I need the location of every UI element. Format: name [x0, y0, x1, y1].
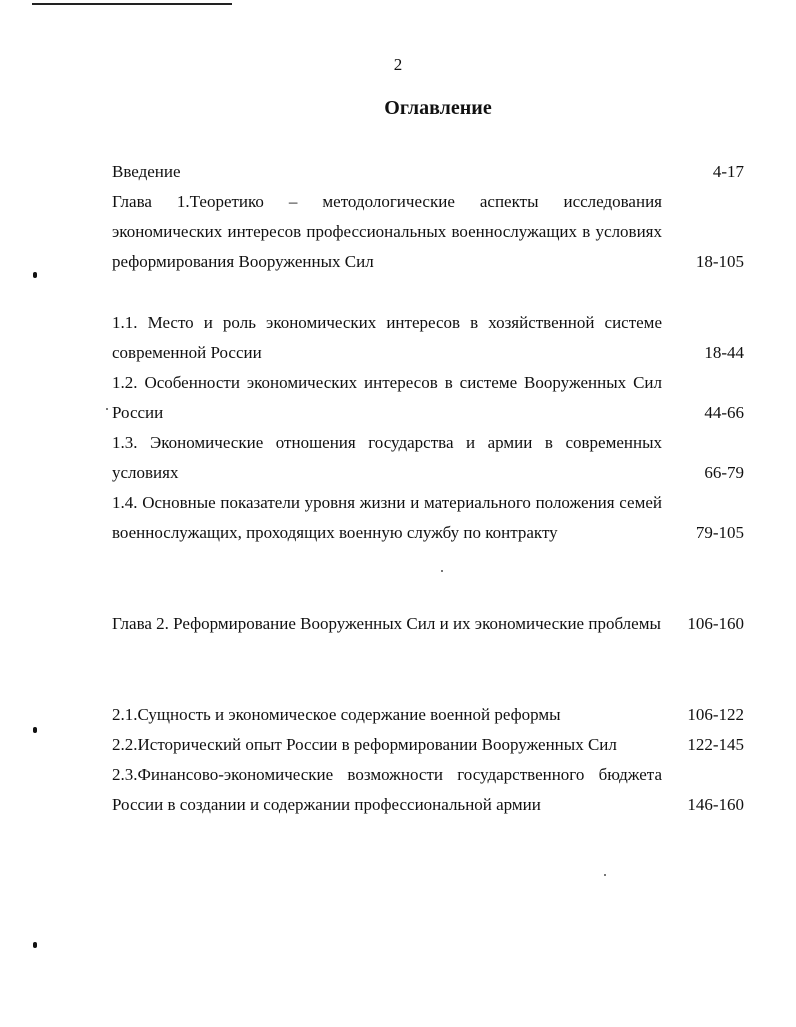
toc-entry-section-2-3: 2.3.Финансово-экономические возможности государственного бюджета России в создании и содержании профессиональной армии [112, 765, 662, 814]
toc-entry-chapter-1: Глава 1.Теоретико – методологические аспекты исследования экономических интересов профессиональных военнослужащих в условиях реформирования Вооруженных Сил [112, 192, 662, 271]
scan-artifact-dot [33, 942, 37, 948]
toc-page-section-1-1: 18-44 [704, 343, 744, 362]
scan-artifact-speck [441, 570, 443, 572]
page-title-text: Оглавление [384, 97, 492, 119]
toc-entry-introduction: Введение [112, 162, 181, 181]
toc-entry-section-1-1: 1.1. Место и роль экономических интересов в хозяйственной системе современной России [112, 313, 662, 362]
toc-page-section-2-1: 106-122 [687, 705, 744, 724]
scan-artifact-speck [604, 874, 606, 876]
toc-page-chapter-1: 18-105 [695, 252, 744, 271]
page-title [0, 97, 796, 120]
toc-entry-section-1-4: 1.4. Основные показатели уровня жизни и материального положения семей военнослужащих, проходящих военную службу по контракту [112, 493, 662, 542]
page-number: 2 [393, 55, 403, 74]
toc-page-section-2-2: 122-145 [687, 735, 744, 754]
toc-page-chapter-2: 106-160 [687, 614, 744, 633]
scan-artifact-dot [33, 272, 37, 278]
toc-entry-chapter-2: Глава 2. Реформирование Вооруженных Сил и их экономические проблемы [112, 614, 661, 633]
scan-artifact-dot [33, 727, 37, 733]
toc-page-section-1-2: 44-66 [704, 403, 744, 422]
toc-entry-section-2-2: 2.2.Исторический опыт России в реформировании Вооруженных Сил [112, 735, 617, 754]
toc-entry-section-1-3: 1.3. Экономические отношения государства и армии в современных условиях [112, 433, 662, 482]
toc-entry-section-1-2: 1.2. Особенности экономических интересов в системе Вооруженных Сил России [112, 373, 662, 422]
toc-page-section-2-3: 146-160 [687, 795, 744, 814]
toc-page-section-1-3: 66-79 [704, 463, 744, 482]
scan-edge-line [32, 3, 232, 5]
toc-page-section-1-4: 79-105 [695, 523, 744, 542]
toc-entry-section-2-1: 2.1.Сущность и экономическое содержание военной реформы [112, 705, 561, 724]
scan-artifact-speck [106, 408, 108, 410]
toc-page-introduction: 4-17 [712, 162, 744, 181]
